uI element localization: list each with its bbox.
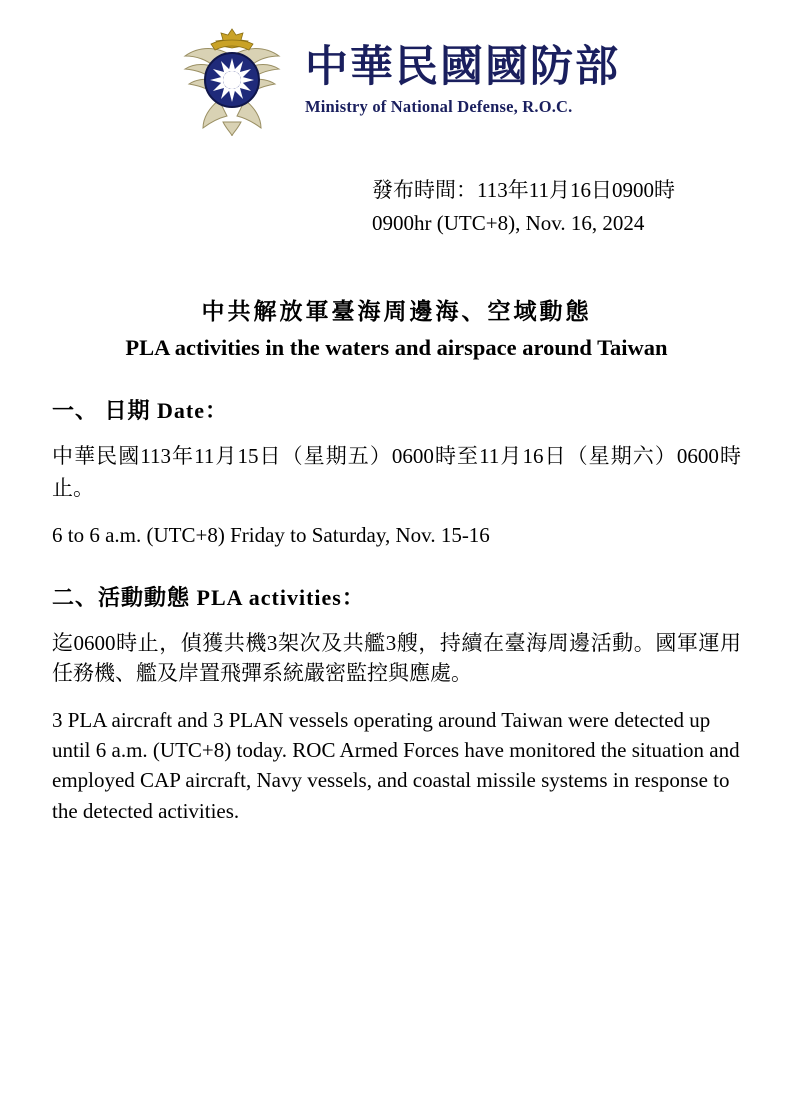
release-time-block bbox=[52, 174, 741, 239]
header-text-block bbox=[305, 43, 620, 120]
section-date bbox=[52, 394, 741, 550]
ministry-name-en: Ministry of National Defense, R.O.C. bbox=[305, 96, 573, 116]
document-body bbox=[52, 394, 741, 826]
page-title-en: PLA activities in the waters and airspace around Taiwan bbox=[125, 334, 668, 360]
section-date-paragraph-en: 6 to 6 a.m. (UTC+8) Friday to Saturday, Nov. 15-16 bbox=[52, 523, 490, 548]
page-title-zh: 中共解放軍臺海周邊海、空域動態 bbox=[201, 299, 592, 325]
section-activities-paragraph-en: 3 PLA aircraft and 3 PLAN vessels operating around Taiwan were detected up until 6 a.m. (UTC+8) today. ROC Armed Forces have monitored the situation and employed CAP aircraft, Navy vessels, and coastal missile systems in response to the detected activities. bbox=[52, 707, 740, 823]
section-heading-activities: 二、活動動態 PLA activities： bbox=[52, 584, 365, 610]
section-heading-date: 一、 日期 Date： bbox=[52, 398, 228, 424]
mnd-roc-emblem-icon bbox=[173, 26, 291, 138]
release-time-en: 0900hr (UTC+8), Nov. 16, 2024 bbox=[372, 210, 645, 235]
ministry-name-zh: 中華民國國防部 bbox=[305, 44, 620, 92]
section-activities bbox=[52, 581, 741, 827]
section-date-paragraph-zh: 中華民國113年11月15日（星期五）0600時至11月16日（星期六）0600時止。 bbox=[52, 444, 741, 500]
document-header bbox=[52, 0, 741, 138]
section-activities-paragraph-zh: 迄0600時止，偵獲共機3架次及共艦3艘，持續在臺海周邊活動。國軍運用任務機、艦及岸置飛彈系統嚴密監控與應處。 bbox=[52, 630, 741, 686]
release-time-zh: 發布時間：113年11月16日0900時 bbox=[372, 178, 675, 202]
document-titles bbox=[52, 295, 741, 364]
